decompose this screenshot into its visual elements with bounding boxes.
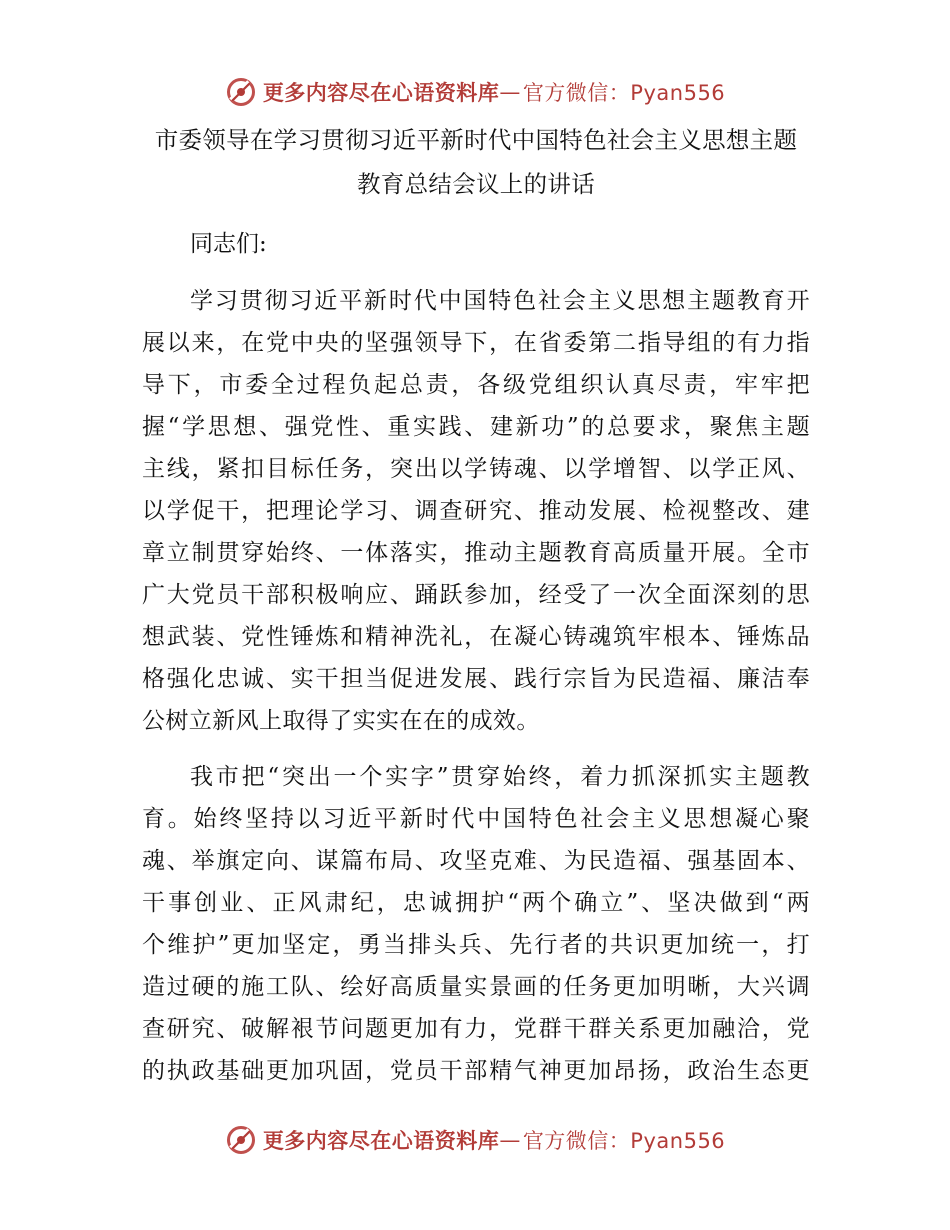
document-title	[142, 118, 810, 206]
paragraph-line: 想武装、党性锤炼和精神洗礼，在凝心铸魂筑牢根本、锤炼品	[142, 624, 810, 650]
paragraph-line: 导下，市委全过程负起总责，各级党组织认真尽责，牢牢把	[142, 372, 810, 398]
paragraph-1	[142, 280, 810, 742]
paragraph-line: 育。始终坚持以习近平新时代中国特色社会主义思想凝心聚	[142, 806, 810, 832]
banner-dash: —	[499, 80, 521, 104]
paragraph-line: 魂、举旗定向、谋篇布局、攻坚克难、为民造福、强基固本、	[142, 848, 810, 874]
paragraph-line: 的执政基础更加巩固，党员干部精气神更加昂扬，政治生态更	[142, 1058, 810, 1084]
document-body	[142, 118, 810, 1092]
paragraph-line: 公树立新风上取得了实实在在的成效。	[142, 708, 540, 734]
banner-official-text: 官方微信：Pyan556	[522, 1129, 726, 1153]
footer-watermark-banner	[0, 1120, 950, 1160]
brand-logo-icon	[225, 76, 257, 108]
banner-brand-text: 更多内容尽在心语资料库	[262, 81, 500, 105]
banner-official-text: 官方微信：Pyan556	[522, 81, 726, 105]
paragraph-line: 学习贯彻习近平新时代中国特色社会主义思想主题教育开	[190, 288, 810, 314]
paragraph-line: 干事创业、正风肃纪，忠诚拥护“两个确立”、坚决做到“两	[142, 890, 810, 916]
greeting: 同志们:	[190, 231, 267, 257]
title-line: 教育总结会议上的讲话	[357, 170, 595, 198]
paragraph-line: 造过硬的施工队、绘好高质量实景画的任务更加明晰，大兴调	[142, 974, 810, 1000]
paragraph-line: 章立制贯穿始终、一体落实，推动主题教育高质量开展。全市	[142, 540, 810, 566]
paragraph-line: 主线，紧扣目标任务，突出以学铸魂、以学增智、以学正风、	[142, 456, 810, 482]
header-watermark-banner	[0, 72, 950, 112]
paragraph-line: 我市把“突出一个实字”贯穿始终，着力抓深抓实主题教	[190, 764, 810, 790]
paragraph-line: 查研究、破解裉节问题更加有力，党群干群关系更加融洽，党	[142, 1016, 810, 1042]
paragraph-line: 以学促干，把理论学习、调查研究、推动发展、检视整改、建	[142, 498, 810, 524]
paragraph-2	[142, 756, 810, 1092]
paragraph-line: 广大党员干部积极响应、踊跃参加，经受了一次全面深刻的思	[142, 582, 810, 608]
paragraph-line: 个维护”更加坚定，勇当排头兵、先行者的共识更加统一，打	[142, 932, 810, 958]
banner-brand-text: 更多内容尽在心语资料库	[262, 1129, 500, 1153]
paragraph-line: 格强化忠诚、实干担当促进发展、践行宗旨为民造福、廉洁奉	[142, 666, 810, 692]
title-line: 市委领导在学习贯彻习近平新时代中国特色社会主义思想主题	[154, 126, 798, 154]
paragraph-line: 展以来，在党中央的坚强领导下，在省委第二指导组的有力指	[142, 330, 810, 356]
paragraph-line: 握“学思想、强党性、重实践、建新功”的总要求，聚焦主题	[142, 414, 810, 440]
brand-logo-icon	[225, 1124, 257, 1156]
banner-dash: —	[499, 1128, 521, 1152]
